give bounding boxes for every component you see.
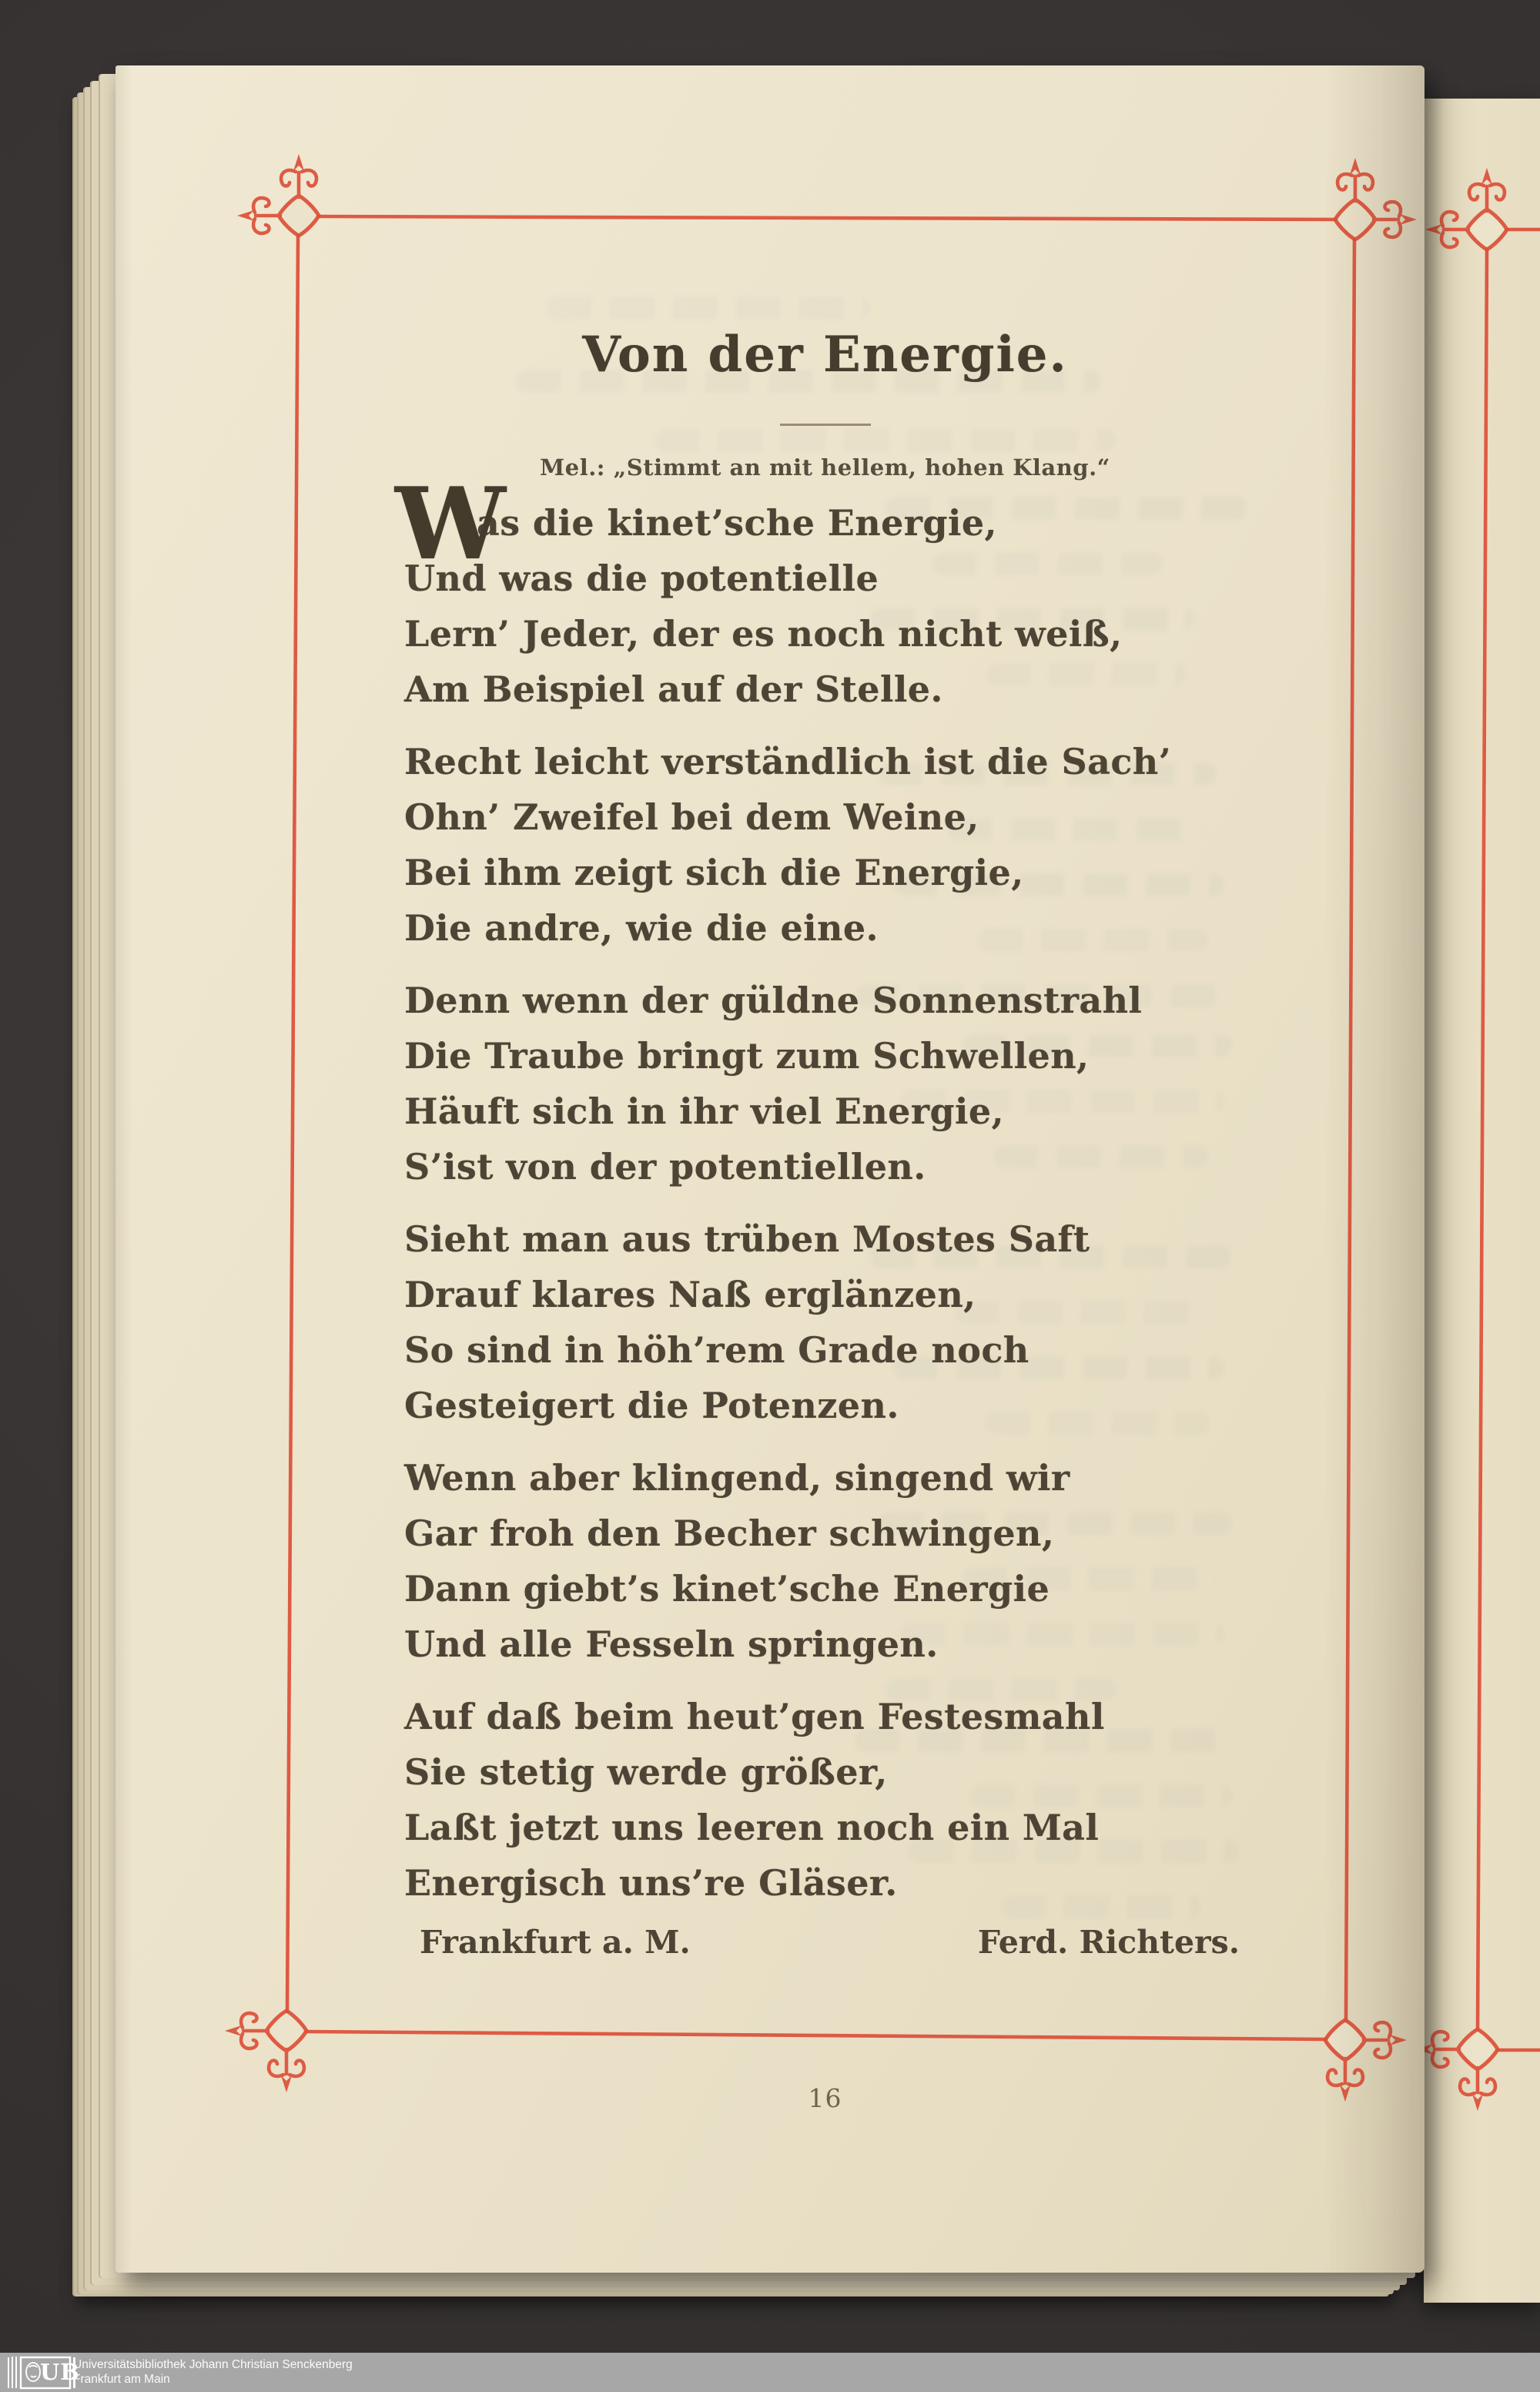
ub-logo	[4, 2355, 81, 2390]
poem-line: Und was die potentielle	[404, 558, 879, 599]
poem-line: Wenn aber klingend, singend wir	[404, 1457, 1070, 1499]
stanza	[404, 734, 1171, 956]
signature-author: Ferd. Richters.	[977, 1924, 1240, 1961]
stanza	[404, 1689, 1171, 1911]
poem-line: Die andre, wie die eine.	[404, 907, 879, 949]
stanza	[404, 973, 1171, 1194]
page-left-shade	[116, 65, 132, 2273]
portrait-icon	[26, 2363, 40, 2381]
poem-line: Und alle Fesseln springen.	[404, 1623, 939, 1665]
poem-line: Recht leicht verständlich ist die Sach’	[404, 741, 1171, 782]
drop-cap: W	[395, 467, 506, 582]
poem-line: Am Beispiel auf der Stelle.	[404, 668, 943, 710]
poem-line: Sieht man aus trüben Mostes Saft	[404, 1218, 1090, 1260]
poem-line: Laßt jetzt uns leeren noch ein Mal	[404, 1807, 1100, 1848]
title-divider	[780, 424, 871, 426]
first-line-rest: as die kinet’sche Energie,	[477, 502, 997, 544]
library-city: Frankfurt am Main	[73, 2373, 170, 2386]
gutter-shadow	[1324, 65, 1424, 2273]
poem-line: Denn wenn der güldne Sonnenstrahl	[404, 980, 1143, 1021]
footer-bar	[0, 2353, 1540, 2392]
poem-line: Drauf klares Naß erglänzen,	[404, 1274, 976, 1315]
stanza	[404, 1450, 1171, 1672]
stanza	[404, 1211, 1171, 1433]
poem-line: Lern’ Jeder, der es noch nicht weiß,	[404, 613, 1123, 655]
poem-line: Gesteigert die Potenzen.	[404, 1385, 899, 1426]
melody-line: Mel.: „Stimmt an mit hellem, hohen Klang.“	[540, 454, 1110, 481]
poem-line: Häuft sich in ihr viel Energie,	[404, 1090, 1004, 1132]
next-page	[1424, 99, 1540, 2303]
poem-line: Auf daß beim heut’gen Festesmahl	[404, 1696, 1105, 1737]
next-page-border-ornament	[1424, 99, 1540, 2303]
library-name: Universitätsbibliothek Johann Christian Senckenberg	[73, 2358, 353, 2371]
poem-line: Bei ihm zeigt sich die Energie,	[404, 852, 1024, 893]
poem-line: Die Traube bringt zum Schwellen,	[404, 1035, 1090, 1077]
library-label	[73, 2357, 353, 2387]
poem-line: Sie stetig werde größer,	[404, 1751, 888, 1793]
poem-line: Ohn’ Zweifel bei dem Weine,	[404, 796, 979, 838]
poem-line: So sind in höh’rem Grade noch	[404, 1329, 1029, 1371]
stanza	[404, 495, 1171, 717]
books-icon	[8, 2357, 16, 2388]
ub-acronym: UB	[40, 2359, 80, 2385]
main-page	[116, 65, 1424, 2273]
poem-line: Dann giebt’s kinet’sche Energie	[404, 1568, 1050, 1610]
signature-row	[420, 1924, 1240, 1961]
poem-line: Energisch uns’re Gläser.	[404, 1862, 898, 1904]
poem-line: Gar froh den Becher schwingen,	[404, 1513, 1055, 1554]
poem-line	[477, 495, 1171, 551]
page-number: 16	[808, 2083, 842, 2113]
poem-line: S’ist von der potentiellen.	[404, 1146, 926, 1188]
signature-place: Frankfurt a. M.	[420, 1924, 691, 1961]
page-title: Von der Energie.	[582, 326, 1068, 384]
